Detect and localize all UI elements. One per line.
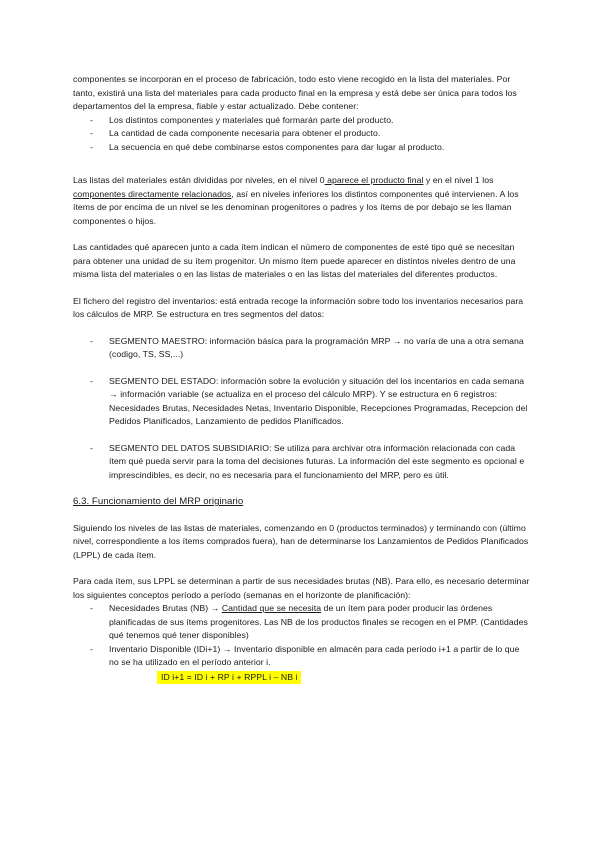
list-item: - La secuencia en qué debe combinarse estos componentes para dar lugar al producto. xyxy=(73,141,530,155)
highlighted-formula: ID i+1 = ID i + RP i + RPPL i – NB i xyxy=(157,671,301,685)
concepts-list xyxy=(73,602,530,670)
text-run: Las listas del materiales están divididas por niveles, en el nivel 0 xyxy=(73,175,325,185)
list-item: - Los distintos componentes y materiales qué formarán parte del producto. xyxy=(73,114,530,128)
paragraph-bill-of-materials: componentes se incorporan en el proceso de fabricación, todo esto viene recogido en la lista del materiales. Por tanto, existirá una lista del materiales para cada producto final en la empresa y está debe ser única para todos los departamentos del la empresa, fiable y estar actualizado. Debe contener: xyxy=(73,74,517,111)
paragraph-inventory-file: El fichero del registro del inventarios: está entrada recoge la información sobre todo los inventarios necesarios para los cálculos de MRP. Se estructura en tres segmentos del datos: xyxy=(73,295,524,319)
list-item-segment-subsidiary: - SEGMENTO DEL DATOS SUBSIDIARIO: Se utiliza para archivar otra información relacionada con cada ítem qué pueda servir para la toma del decisiones futuras. La información del este segmento es opcional e imprescindibles, es decir, no es necesaria para el funcionamiento del MRP, pero es útil. xyxy=(73,442,530,483)
text-run: Necesidades Brutas (NB) → xyxy=(109,603,222,613)
list-item-gross-requirements xyxy=(73,602,530,643)
paragraph-quantities: Las cantidades qué aparecen junto a cada ítem indican el número de componentes de esté tipo qué se necesitan para obtener una unidad de su ítem progenitor. Un mismo ítem puede aparecer en distintos niveles dentro de una misma lista del materiales o en las listas de materiales o en las listas del materiales del diferentes productos. xyxy=(73,242,516,279)
bom-contents-list xyxy=(73,114,530,155)
list-item: - La cantidad de cada componente necesaria para obtener el producto. xyxy=(73,127,530,141)
list-item-segment-state: - SEGMENTO DEL ESTADO: información sobre la evolución y situación del los incentarios en cada semana → información variable (se actualiza en el proceso del cálculo MRP). Y se estructura en 6 registros: Necesidades Brutas, Necesidades Netas, Inventario Disponible, Recepciones Programadas, Recepcion del Pedidos Planificados, Lanzamiento de pedidos Planificados. xyxy=(73,375,530,429)
segments-list xyxy=(73,335,530,483)
list-item-segment-master: - SEGMENTO MAESTRO: información básica para la programación MRP → no varía de una a otra semana (codigo, TS, SS,...) xyxy=(73,335,530,362)
text-run: y en el nivel 1 los xyxy=(423,175,494,185)
section-heading: 6.3. Funcionamiento del MRP originario xyxy=(73,496,244,507)
text-run: , así en niveles inferiores los distintos componentes qué intervienen. A los ítems de por encima de un nivel se les denominan progenitores o padres y los ítems de por debajo se les llaman componentes o hijos. xyxy=(73,188,519,226)
paragraph-levels-procedure: Siguiendo los niveles de las listas de materiales, comenzando en 0 (productos terminados) y terminando con (último nivel, correspondiente a los ítems comprados fuera), han de determinarse los Lanzamientos de Pedidos Planificados (LPPL) de cada ítem. xyxy=(73,522,529,560)
paragraph-levels xyxy=(73,174,530,228)
paragraph-lppl: Para cada ítem, sus LPPL se determinan a partir de sus necesidades brutas (NB). Para ello, es necesario determinar los siguientes conceptos período a período (semanas en el horizonte de planificación): xyxy=(73,576,530,600)
underlined-text: componentes directamente relacionados xyxy=(73,188,232,199)
list-item-available-inventory: - Inventario Disponible (IDi+1) → Inventario disponible en almacén para cada período i+1 a partir de lo que no se ha utilizado en el período anterior i. xyxy=(73,643,530,670)
underlined-text: Cantidad que se necesita xyxy=(221,603,322,613)
underlined-text: aparece el producto final xyxy=(324,175,424,185)
text-run: de un ítem para poder producir las órdenes planificadas de sus ítems progenitores. Las NB de los productos finales se recogen en el PMP. (Cantidades qué tenemos qué tener disponibles) xyxy=(109,603,528,640)
